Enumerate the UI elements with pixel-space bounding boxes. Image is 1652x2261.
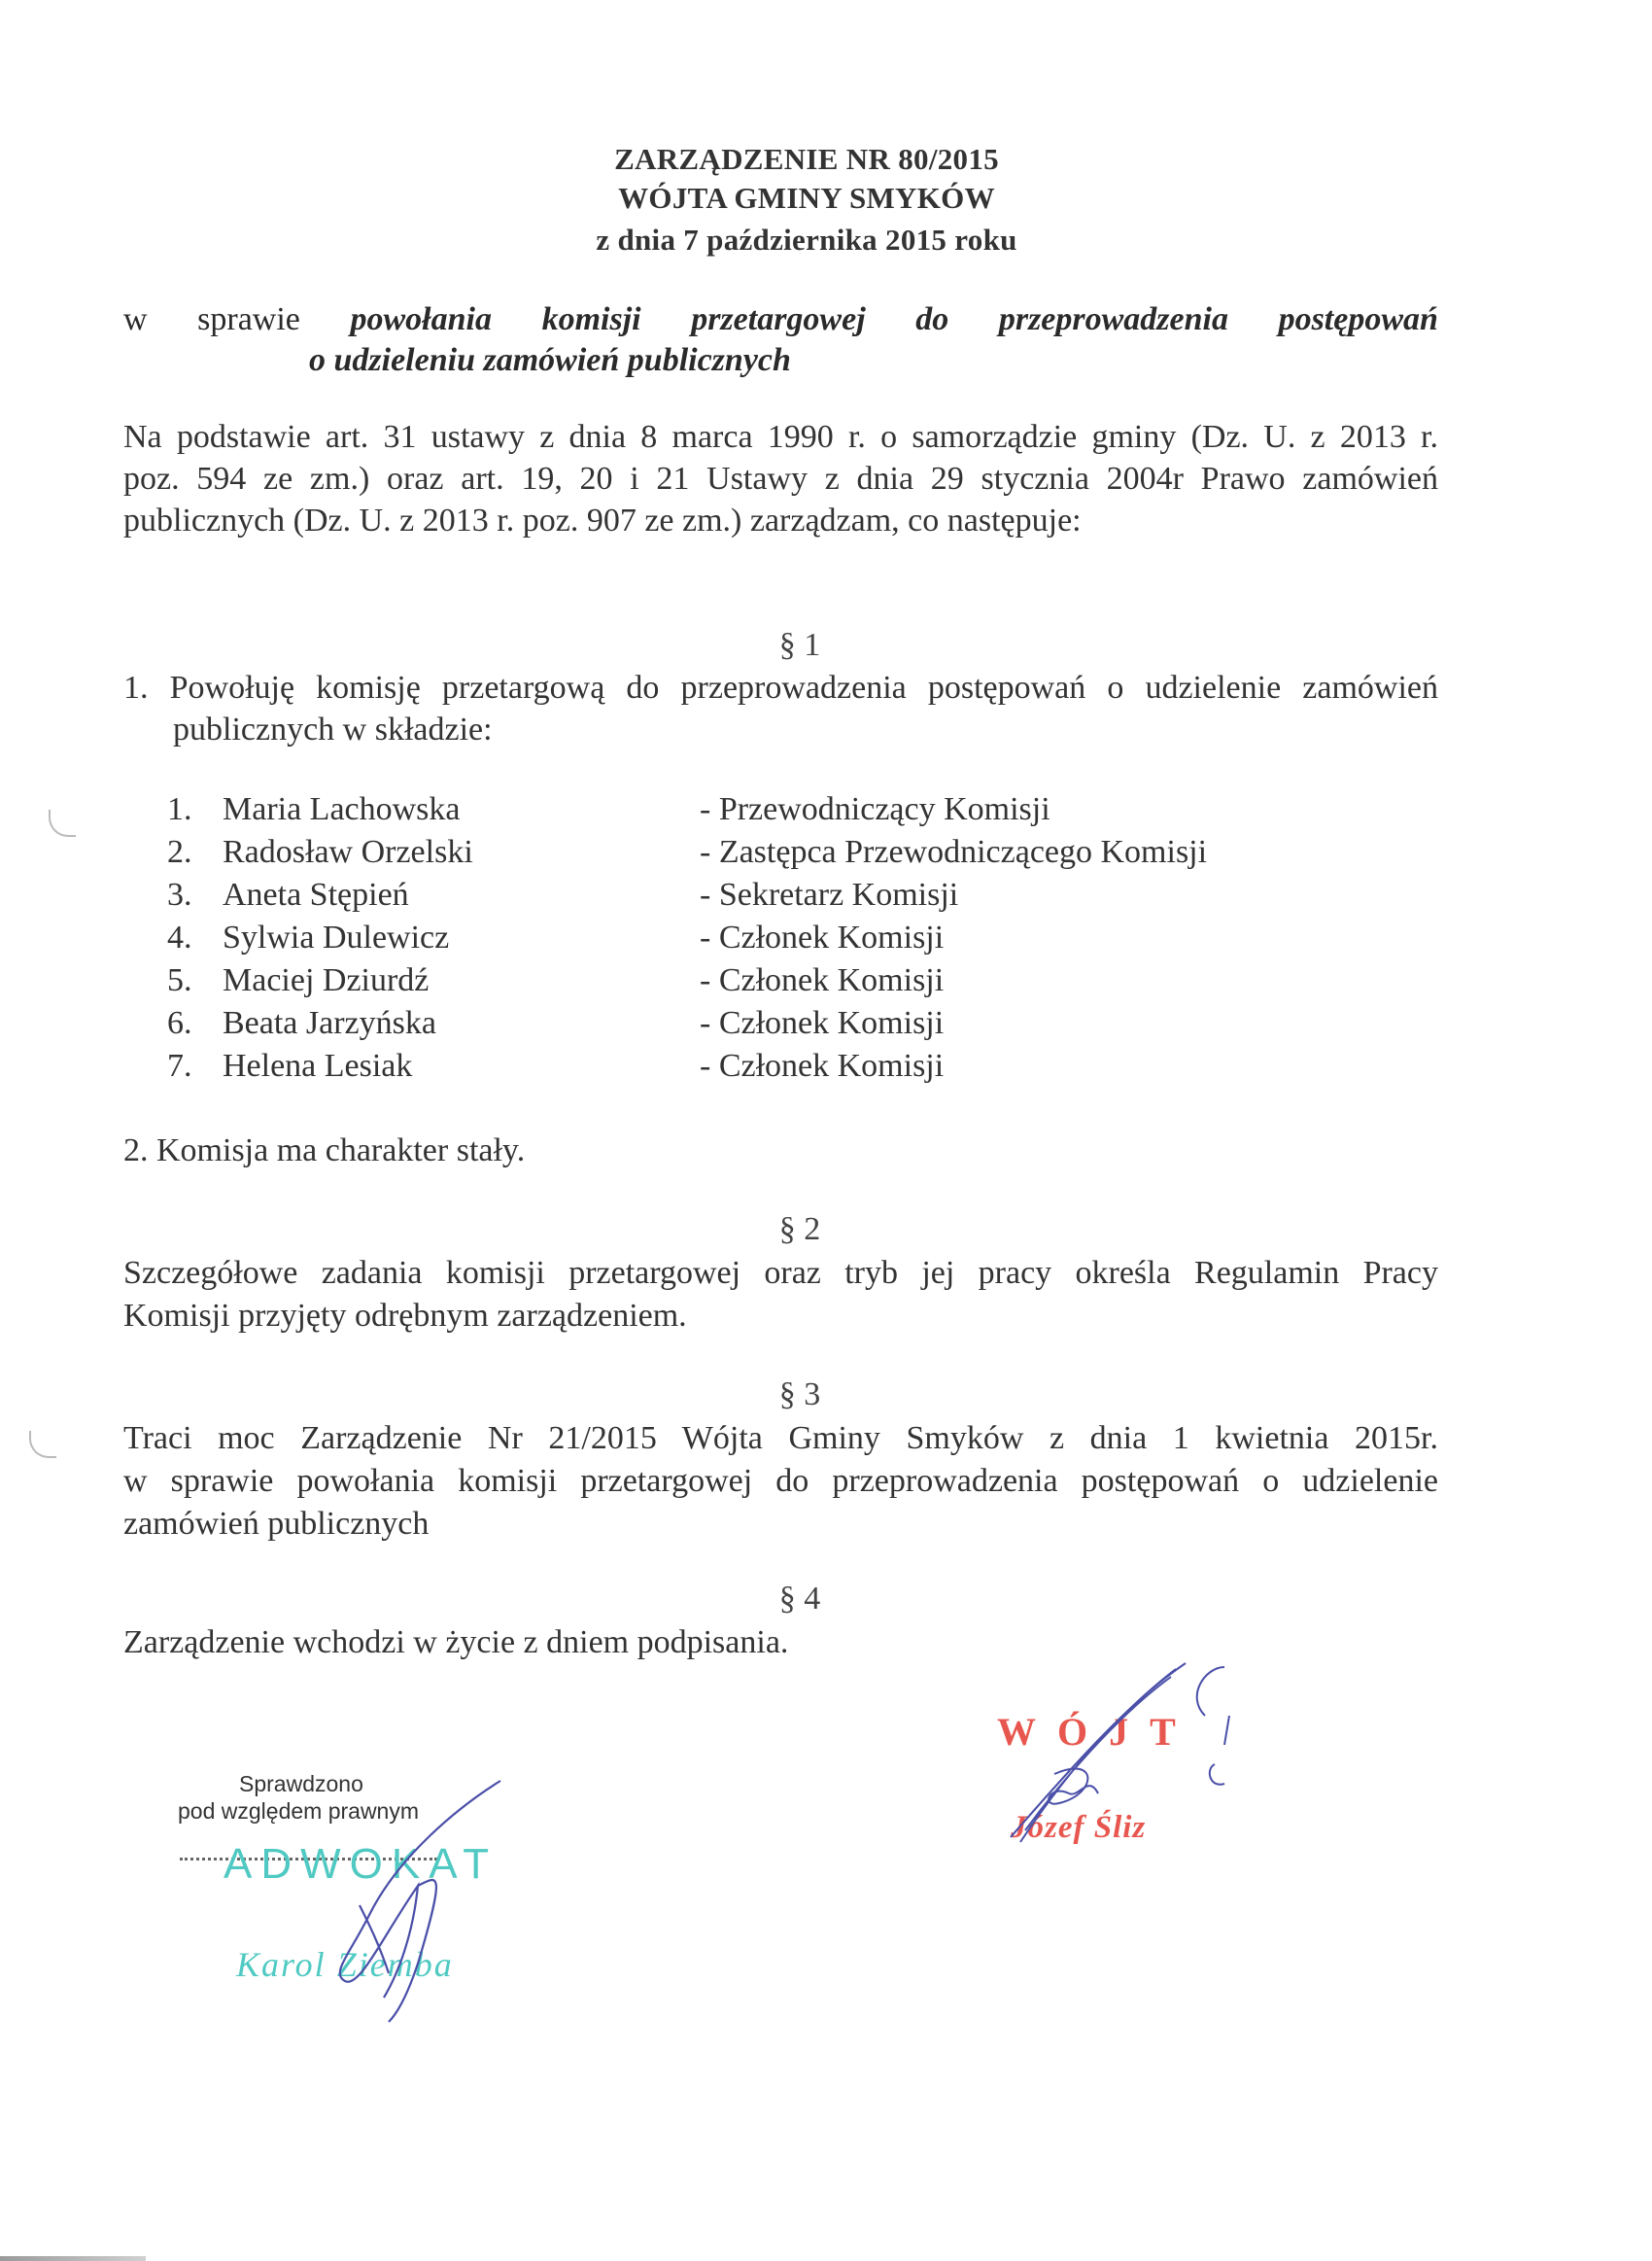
member-role: - Członek Komisji — [700, 1048, 945, 1084]
committee-member — [167, 962, 1333, 1005]
section-4-symbol: § 4 — [778, 1581, 821, 1617]
subject-lead: w — [123, 301, 148, 337]
member-name: Maciej Dziurdź — [223, 962, 430, 998]
member-name: Beata Jarzyńska — [223, 1005, 436, 1041]
preamble-line: poz. 594 ze zm.) oraz art. 19, 20 i 21 Ustawy z dnia 29 stycznia 2004r Prawo zamówień — [123, 461, 1438, 497]
member-name: Helena Lesiak — [223, 1048, 413, 1084]
punch-hole-mark — [29, 1431, 56, 1458]
subject-line-2: o udzieleniu zamówień publicznych — [309, 342, 791, 378]
member-role: - Członek Komisji — [700, 1005, 945, 1041]
committee-member — [167, 1005, 1333, 1048]
mayor-stamp-title: WÓJT — [997, 1710, 1197, 1754]
section-3-line: zamówień publicznych — [123, 1506, 430, 1542]
member-number: 7. — [167, 1048, 192, 1084]
subject-lead-2: sprawie — [197, 301, 300, 337]
member-name: Aneta Stępień — [223, 877, 409, 913]
subject-word: przetargowej — [691, 301, 866, 337]
member-number: 5. — [167, 962, 192, 998]
section-1-point-1: 1. Powołuję komisję przetargową do przeprowadzenia postępowań o udzielenie zamówień — [123, 670, 1438, 706]
subject-word: do — [915, 301, 949, 337]
member-name: Maria Lachowska — [223, 791, 461, 827]
member-role: - Członek Komisji — [700, 920, 945, 956]
preamble-line: publicznych (Dz. U. z 2013 r. poz. 907 ze zm.) zarządzam, co następuje: — [123, 503, 1082, 539]
member-number: 3. — [167, 877, 192, 913]
subject-word: powołania — [350, 301, 492, 337]
advocate-signature — [292, 1769, 525, 2032]
decree-number: ZARZĄDZENIE NR 80/2015 — [614, 142, 999, 176]
member-number: 1. — [167, 791, 192, 827]
legal-check-label-2: pod względem prawnym — [178, 1798, 420, 1824]
subject-word: postępowań — [1278, 301, 1438, 337]
section-3-line: w sprawie powołania komisji przetargowej do przeprowadzenia postępowań o udzielenie — [123, 1463, 1438, 1499]
member-number: 2. — [167, 834, 192, 870]
committee-member — [167, 791, 1333, 834]
section-2-symbol: § 2 — [778, 1211, 821, 1247]
member-role: - Przewodniczący Komisji — [700, 791, 1050, 827]
section-3-symbol: § 3 — [778, 1376, 821, 1412]
section-1-point-2: 2. Komisja ma charakter stały. — [123, 1132, 526, 1168]
committee-list — [167, 791, 1333, 1102]
legal-check-label: Sprawdzono — [239, 1771, 363, 1796]
advocate-stamp-name: Karol Ziemba — [236, 1945, 454, 1984]
section-3-line: Traci moc Zarządzenie Nr 21/2015 Wójta Gminy Smyków z dnia 1 kwietnia 2015r. — [123, 1420, 1438, 1456]
committee-member — [167, 1048, 1333, 1091]
decree-date: z dnia 7 października 2015 roku — [596, 223, 1017, 257]
member-name: Radosław Orzelski — [223, 834, 473, 870]
member-role: - Sekretarz Komisji — [700, 877, 959, 913]
committee-member — [167, 877, 1333, 920]
preamble-line: Na podstawie art. 31 ustawy z dnia 8 marca 1990 r. o samorządzie gminy (Dz. U. z 2013 r. — [123, 419, 1438, 455]
section-2-line: Komisji przyjęty odrębnym zarządzeniem. — [123, 1298, 687, 1334]
subject-word: przeprowadzenia — [998, 301, 1228, 337]
section-4-line: Zarządzenie wchodzi w życie z dniem podpisania. — [123, 1624, 789, 1660]
issuer: WÓJTA GMINY SMYKÓW — [618, 181, 995, 215]
member-role: - Członek Komisji — [700, 962, 945, 998]
committee-member — [167, 920, 1333, 962]
member-number: 4. — [167, 920, 192, 956]
section-2-line: Szczegółowe zadania komisji przetargowej oraz tryb jej pracy określa Regulamin Pracy — [123, 1255, 1438, 1291]
subject-line-1 — [123, 301, 1438, 338]
member-name: Sylwia Dulewicz — [223, 920, 450, 956]
subject-word: komisji — [541, 301, 641, 337]
member-number: 6. — [167, 1005, 192, 1041]
scan-edge — [0, 2256, 146, 2261]
section-1-symbol: § 1 — [778, 627, 821, 663]
section-1-point-1-cont: publicznych w składzie: — [173, 712, 493, 748]
mayor-signature — [981, 1657, 1273, 1852]
committee-member — [167, 834, 1333, 877]
member-role: - Zastępca Przewodniczącego Komisji — [700, 834, 1208, 870]
punch-hole-mark — [49, 810, 76, 837]
mayor-stamp-name: Józef Śliz — [1011, 1810, 1147, 1845]
advocate-stamp-title: ADWOKAT — [224, 1840, 499, 1888]
